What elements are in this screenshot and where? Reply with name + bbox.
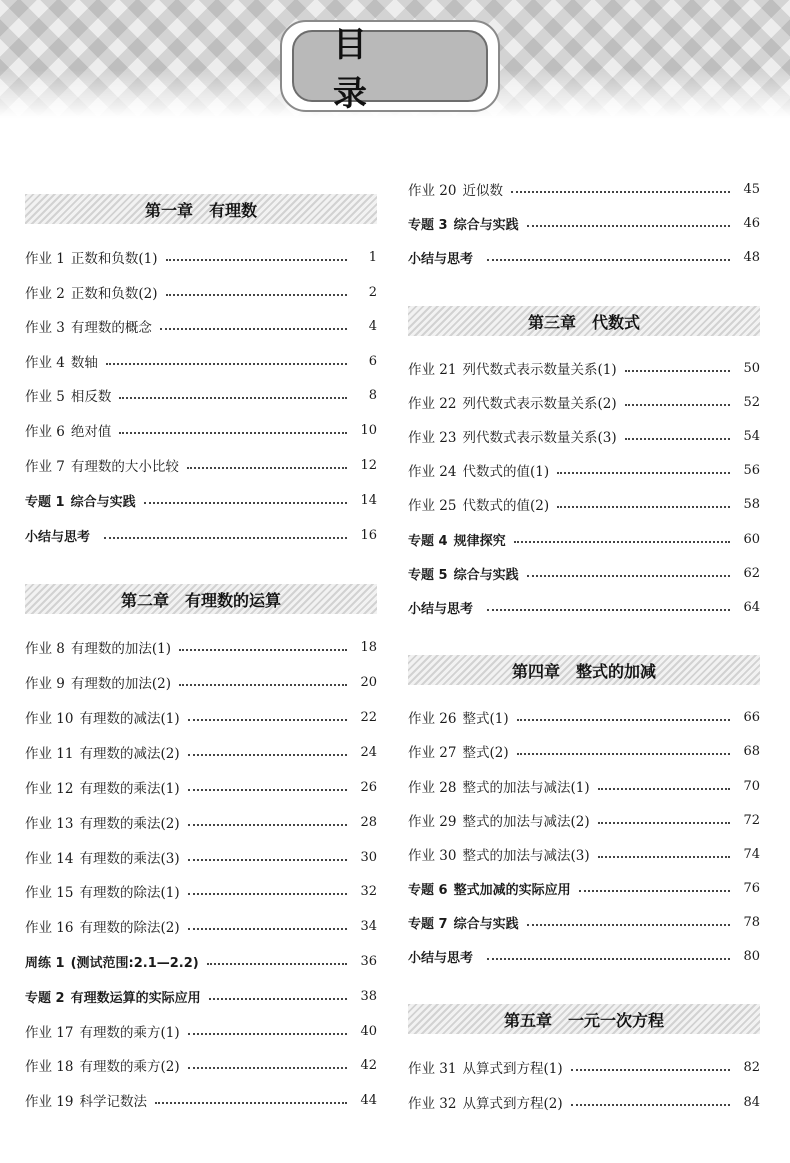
leader-dots: [188, 823, 347, 826]
leader-dots: [557, 505, 730, 508]
entry-title: 整式的加法与减法(1): [462, 780, 590, 796]
leader-dots: [557, 471, 730, 474]
entry-page: 40: [360, 1023, 377, 1039]
entry-label: 专题 4: [408, 533, 448, 549]
toc-entry[interactable]: [408, 391, 760, 413]
entry-page: 46: [743, 215, 760, 231]
leader-dots: [188, 858, 347, 861]
leader-dots: [487, 608, 730, 611]
entry-page: 84: [743, 1094, 760, 1110]
toc-entry[interactable]: [25, 950, 377, 972]
entry-label: 作业 20: [408, 183, 457, 199]
leader-dots: [188, 1032, 347, 1035]
entry-label: 作业 4: [25, 355, 65, 371]
entry-label: 小结与思考: [408, 601, 474, 617]
entry-page: 24: [360, 744, 377, 760]
entry-label: 作业 25: [408, 498, 457, 514]
entry-label: 专题 6: [408, 882, 448, 898]
entry-page: 56: [743, 462, 760, 478]
entry-label: 作业 19: [25, 1094, 74, 1110]
leader-dots: [571, 1103, 730, 1106]
leader-dots: [487, 957, 730, 960]
entry-page: 12: [360, 457, 377, 473]
toc-entry[interactable]: [25, 636, 377, 658]
leader-dots: [579, 889, 730, 892]
toc-entry[interactable]: [408, 809, 760, 831]
entry-page: 32: [360, 883, 377, 899]
entry-title: 相反数: [70, 389, 112, 405]
toc-entry[interactable]: [408, 246, 760, 268]
entry-title: 有理数的加法(2): [70, 676, 172, 692]
entry-page: 82: [743, 1059, 760, 1075]
toc-entry[interactable]: [25, 811, 377, 833]
entry-title: 整式加减的实际应用: [453, 882, 571, 898]
entry-page: 58: [743, 496, 760, 512]
leader-dots: [487, 258, 730, 261]
toc-entry[interactable]: [408, 596, 760, 618]
leader-dots: [188, 1066, 347, 1069]
entry-title: 有理数的乘方(2): [79, 1059, 180, 1075]
entry-title: 有理数的乘法(1): [79, 781, 180, 797]
chapter-heading: [408, 306, 760, 336]
entry-page: 70: [743, 778, 760, 794]
entry-page: 80: [743, 948, 760, 964]
toc-entry[interactable]: [408, 706, 760, 728]
entry-title: 有理数的加法(1): [70, 641, 172, 657]
entry-title: (测试范围:2.1—2.2): [70, 955, 199, 971]
entry-page: 8: [368, 387, 377, 403]
entry-page: 1: [368, 249, 377, 265]
entry-title: 数轴: [70, 355, 98, 371]
entry-label: 小结与思考: [25, 529, 91, 545]
entry-label: 作业 8: [25, 641, 65, 657]
entry-page: 28: [360, 814, 377, 830]
entry-page: 4: [368, 318, 377, 334]
entry-page: 2: [368, 284, 377, 300]
leader-dots: [517, 752, 730, 755]
entry-label: 作业 29: [408, 814, 457, 830]
leader-dots: [625, 403, 730, 406]
toc-entry[interactable]: [25, 350, 377, 372]
chapter-title: 第二章 有理数的运算: [120, 590, 281, 610]
toc-entry[interactable]: [408, 1056, 760, 1078]
entry-page: 14: [360, 492, 377, 508]
leader-dots: [598, 821, 730, 824]
entry-title: 代数式的值(2): [462, 498, 550, 514]
entry-label: 作业 28: [408, 780, 457, 796]
toc-left-column: [25, 0, 377, 1163]
entry-title: 有理数的大小比较: [70, 459, 179, 475]
entry-label: 小结与思考: [408, 950, 474, 966]
leader-dots: [527, 923, 730, 926]
entry-label: 专题 2: [25, 990, 65, 1006]
toc-entry[interactable]: [25, 706, 377, 728]
toc-entry[interactable]: [25, 985, 377, 1007]
chapter-heading: [25, 194, 377, 224]
entry-page: 6: [368, 353, 377, 369]
entry-page: 66: [743, 709, 760, 725]
leader-dots: [119, 396, 347, 399]
entry-title: 绝对值: [70, 424, 112, 440]
entry-title: 有理数的减法(2): [79, 746, 180, 762]
entry-title: 综合与实践: [70, 494, 136, 510]
entry-label: 作业 21: [408, 362, 457, 378]
entry-page: 52: [743, 394, 760, 410]
entry-label: 作业 17: [25, 1025, 74, 1041]
toc-entry[interactable]: [25, 489, 377, 511]
entry-label: 作业 3: [25, 320, 65, 336]
entry-label: 作业 6: [25, 424, 65, 440]
entry-label: 作业 23: [408, 430, 457, 446]
toc-entry[interactable]: [25, 419, 377, 441]
entry-page: 34: [360, 918, 377, 934]
entry-title: 近似数: [462, 183, 503, 199]
leader-dots: [514, 540, 730, 543]
entry-page: 62: [743, 565, 760, 581]
leader-dots: [188, 788, 347, 791]
leader-dots: [104, 536, 347, 539]
leader-dots: [166, 258, 347, 261]
entry-label: 作业 2: [25, 286, 65, 302]
entry-page: 60: [743, 531, 760, 547]
toc-entry[interactable]: [25, 671, 377, 693]
leader-dots: [188, 927, 347, 930]
entry-label: 作业 32: [408, 1096, 457, 1112]
entry-title: 有理数的乘法(2): [79, 816, 180, 832]
chapter-title: 第四章 整式的加减: [511, 661, 656, 681]
leader-dots: [188, 718, 347, 721]
entry-label: 小结与思考: [408, 251, 474, 267]
leader-dots: [527, 224, 730, 227]
chapter-heading: [25, 584, 377, 614]
entry-label: 专题 3: [408, 217, 448, 233]
leader-dots: [179, 683, 347, 686]
toc-entry[interactable]: [25, 915, 377, 937]
entry-label: 作业 9: [25, 676, 65, 692]
entry-label: 作业 26: [408, 711, 457, 727]
entry-title: 有理数的乘方(1): [79, 1025, 180, 1041]
entry-page: 64: [743, 599, 760, 615]
toc-entry[interactable]: [408, 1091, 760, 1113]
entry-page: 45: [743, 181, 760, 197]
toc-entry[interactable]: [25, 384, 377, 406]
entry-page: 18: [360, 639, 377, 655]
leader-dots: [625, 369, 730, 372]
entry-title: 有理数的除法(1): [79, 885, 180, 901]
leader-dots: [166, 293, 347, 296]
entry-label: 作业 11: [25, 746, 74, 762]
leader-dots: [188, 892, 347, 895]
entry-label: 周练 1: [25, 955, 65, 971]
leader-dots: [527, 574, 730, 577]
entry-title: 从算式到方程(2): [462, 1096, 563, 1112]
leader-dots: [207, 962, 347, 965]
entry-label: 作业 16: [25, 920, 74, 936]
entry-page: 72: [743, 812, 760, 828]
entry-label: 作业 13: [25, 816, 74, 832]
toc-right-column: [408, 0, 760, 1163]
entry-title: 整式(1): [462, 711, 509, 727]
toc-entry[interactable]: [408, 357, 760, 379]
entry-label: 作业 22: [408, 396, 457, 412]
entry-page: 48: [743, 249, 760, 265]
entry-title: 综合与实践: [453, 217, 519, 233]
entry-page: 16: [360, 527, 377, 543]
entry-title: 科学记数法: [79, 1094, 147, 1110]
toc-entry[interactable]: [408, 775, 760, 797]
entry-label: 作业 14: [25, 851, 74, 867]
toc-entry[interactable]: [408, 740, 760, 762]
entry-title: 列代数式表示数量关系(1): [462, 362, 617, 378]
leader-dots: [598, 855, 730, 858]
entry-label: 专题 7: [408, 916, 448, 932]
entry-label: 作业 24: [408, 464, 457, 480]
leader-dots: [160, 327, 347, 330]
chapter-title: 第一章 有理数: [144, 200, 257, 220]
entry-page: 22: [360, 709, 377, 725]
leader-dots: [106, 362, 347, 365]
toc-entry[interactable]: [408, 877, 760, 899]
entry-label: 作业 10: [25, 711, 74, 727]
chapter-heading: [408, 655, 760, 685]
entry-title: 有理数的减法(1): [79, 711, 180, 727]
entry-title: 正数和负数(2): [70, 286, 158, 302]
leader-dots: [209, 997, 347, 1000]
toc-entry[interactable]: [408, 212, 760, 234]
entry-title: 有理数运算的实际应用: [70, 990, 201, 1006]
entry-label: 作业 1: [25, 251, 65, 267]
toc-entry[interactable]: [25, 1054, 377, 1076]
leader-dots: [144, 501, 347, 504]
entry-page: 42: [360, 1057, 377, 1073]
toc-entry[interactable]: [25, 1089, 377, 1111]
entry-title: 有理数的除法(2): [79, 920, 180, 936]
toc-entry[interactable]: [408, 528, 760, 550]
chapter-title: 第五章 一元一次方程: [503, 1010, 664, 1030]
entry-page: 78: [743, 914, 760, 930]
toc-entry[interactable]: [25, 246, 377, 268]
toc-entry[interactable]: [25, 846, 377, 868]
toc-entry[interactable]: [408, 178, 760, 200]
entry-label: 作业 12: [25, 781, 74, 797]
toc-entry[interactable]: [25, 454, 377, 476]
chapter-title: 第三章 代数式: [527, 312, 640, 332]
entry-label: 作业 15: [25, 885, 74, 901]
toc-entry[interactable]: [408, 843, 760, 865]
entry-page: 68: [743, 743, 760, 759]
toc-entry[interactable]: [408, 562, 760, 584]
entry-title: 正数和负数(1): [70, 251, 158, 267]
entry-label: 作业 5: [25, 389, 65, 405]
entry-title: 规律探究: [453, 533, 506, 549]
toc-entry[interactable]: [408, 459, 760, 481]
toc-entry[interactable]: [25, 524, 377, 546]
toc-entry[interactable]: [25, 776, 377, 798]
leader-dots: [598, 787, 730, 790]
entry-title: 代数式的值(1): [462, 464, 550, 480]
leader-dots: [517, 718, 730, 721]
leader-dots: [155, 1101, 347, 1104]
toc-entry[interactable]: [25, 281, 377, 303]
entry-page: 74: [743, 846, 760, 862]
entry-label: 专题 1: [25, 494, 65, 510]
toc-entry[interactable]: [25, 880, 377, 902]
entry-label: 作业 31: [408, 1061, 457, 1077]
entry-title: 整式(2): [462, 745, 509, 761]
entry-page: 30: [360, 849, 377, 865]
leader-dots: [511, 190, 730, 193]
entry-label: 作业 27: [408, 745, 457, 761]
entry-title: 整式的加法与减法(3): [462, 848, 590, 864]
leader-dots: [571, 1068, 730, 1071]
toc-entry[interactable]: [408, 493, 760, 515]
chapter-heading: [408, 1004, 760, 1034]
entry-page: 76: [743, 880, 760, 896]
toc-entry[interactable]: [25, 315, 377, 337]
leader-dots: [179, 648, 347, 651]
entry-page: 54: [743, 428, 760, 444]
leader-dots: [188, 753, 347, 756]
entry-title: 整式的加法与减法(2): [462, 814, 590, 830]
leader-dots: [625, 437, 730, 440]
toc-entry[interactable]: [408, 945, 760, 967]
entry-title: 综合与实践: [453, 567, 519, 583]
entry-page: 26: [360, 779, 377, 795]
entry-title: 综合与实践: [453, 916, 519, 932]
toc-entry[interactable]: [408, 425, 760, 447]
toc-entry[interactable]: [25, 1020, 377, 1042]
entry-page: 10: [360, 422, 377, 438]
toc-entry[interactable]: [408, 911, 760, 933]
entry-title: 有理数的概念: [70, 320, 152, 336]
entry-label: 作业 7: [25, 459, 65, 475]
entry-title: 从算式到方程(1): [462, 1061, 563, 1077]
entry-label: 专题 5: [408, 567, 448, 583]
leader-dots: [119, 431, 347, 434]
entry-page: 36: [360, 953, 377, 969]
entry-page: 38: [360, 988, 377, 1004]
entry-title: 列代数式表示数量关系(3): [462, 430, 617, 446]
entry-title: 列代数式表示数量关系(2): [462, 396, 617, 412]
entry-label: 作业 18: [25, 1059, 74, 1075]
entry-page: 20: [360, 674, 377, 690]
entry-label: 作业 30: [408, 848, 457, 864]
entry-page: 50: [743, 360, 760, 376]
leader-dots: [187, 466, 347, 469]
toc-entry[interactable]: [25, 741, 377, 763]
page-title: 目 录: [333, 25, 493, 114]
entry-title: 有理数的乘法(3): [79, 851, 180, 867]
entry-page: 44: [360, 1092, 377, 1108]
